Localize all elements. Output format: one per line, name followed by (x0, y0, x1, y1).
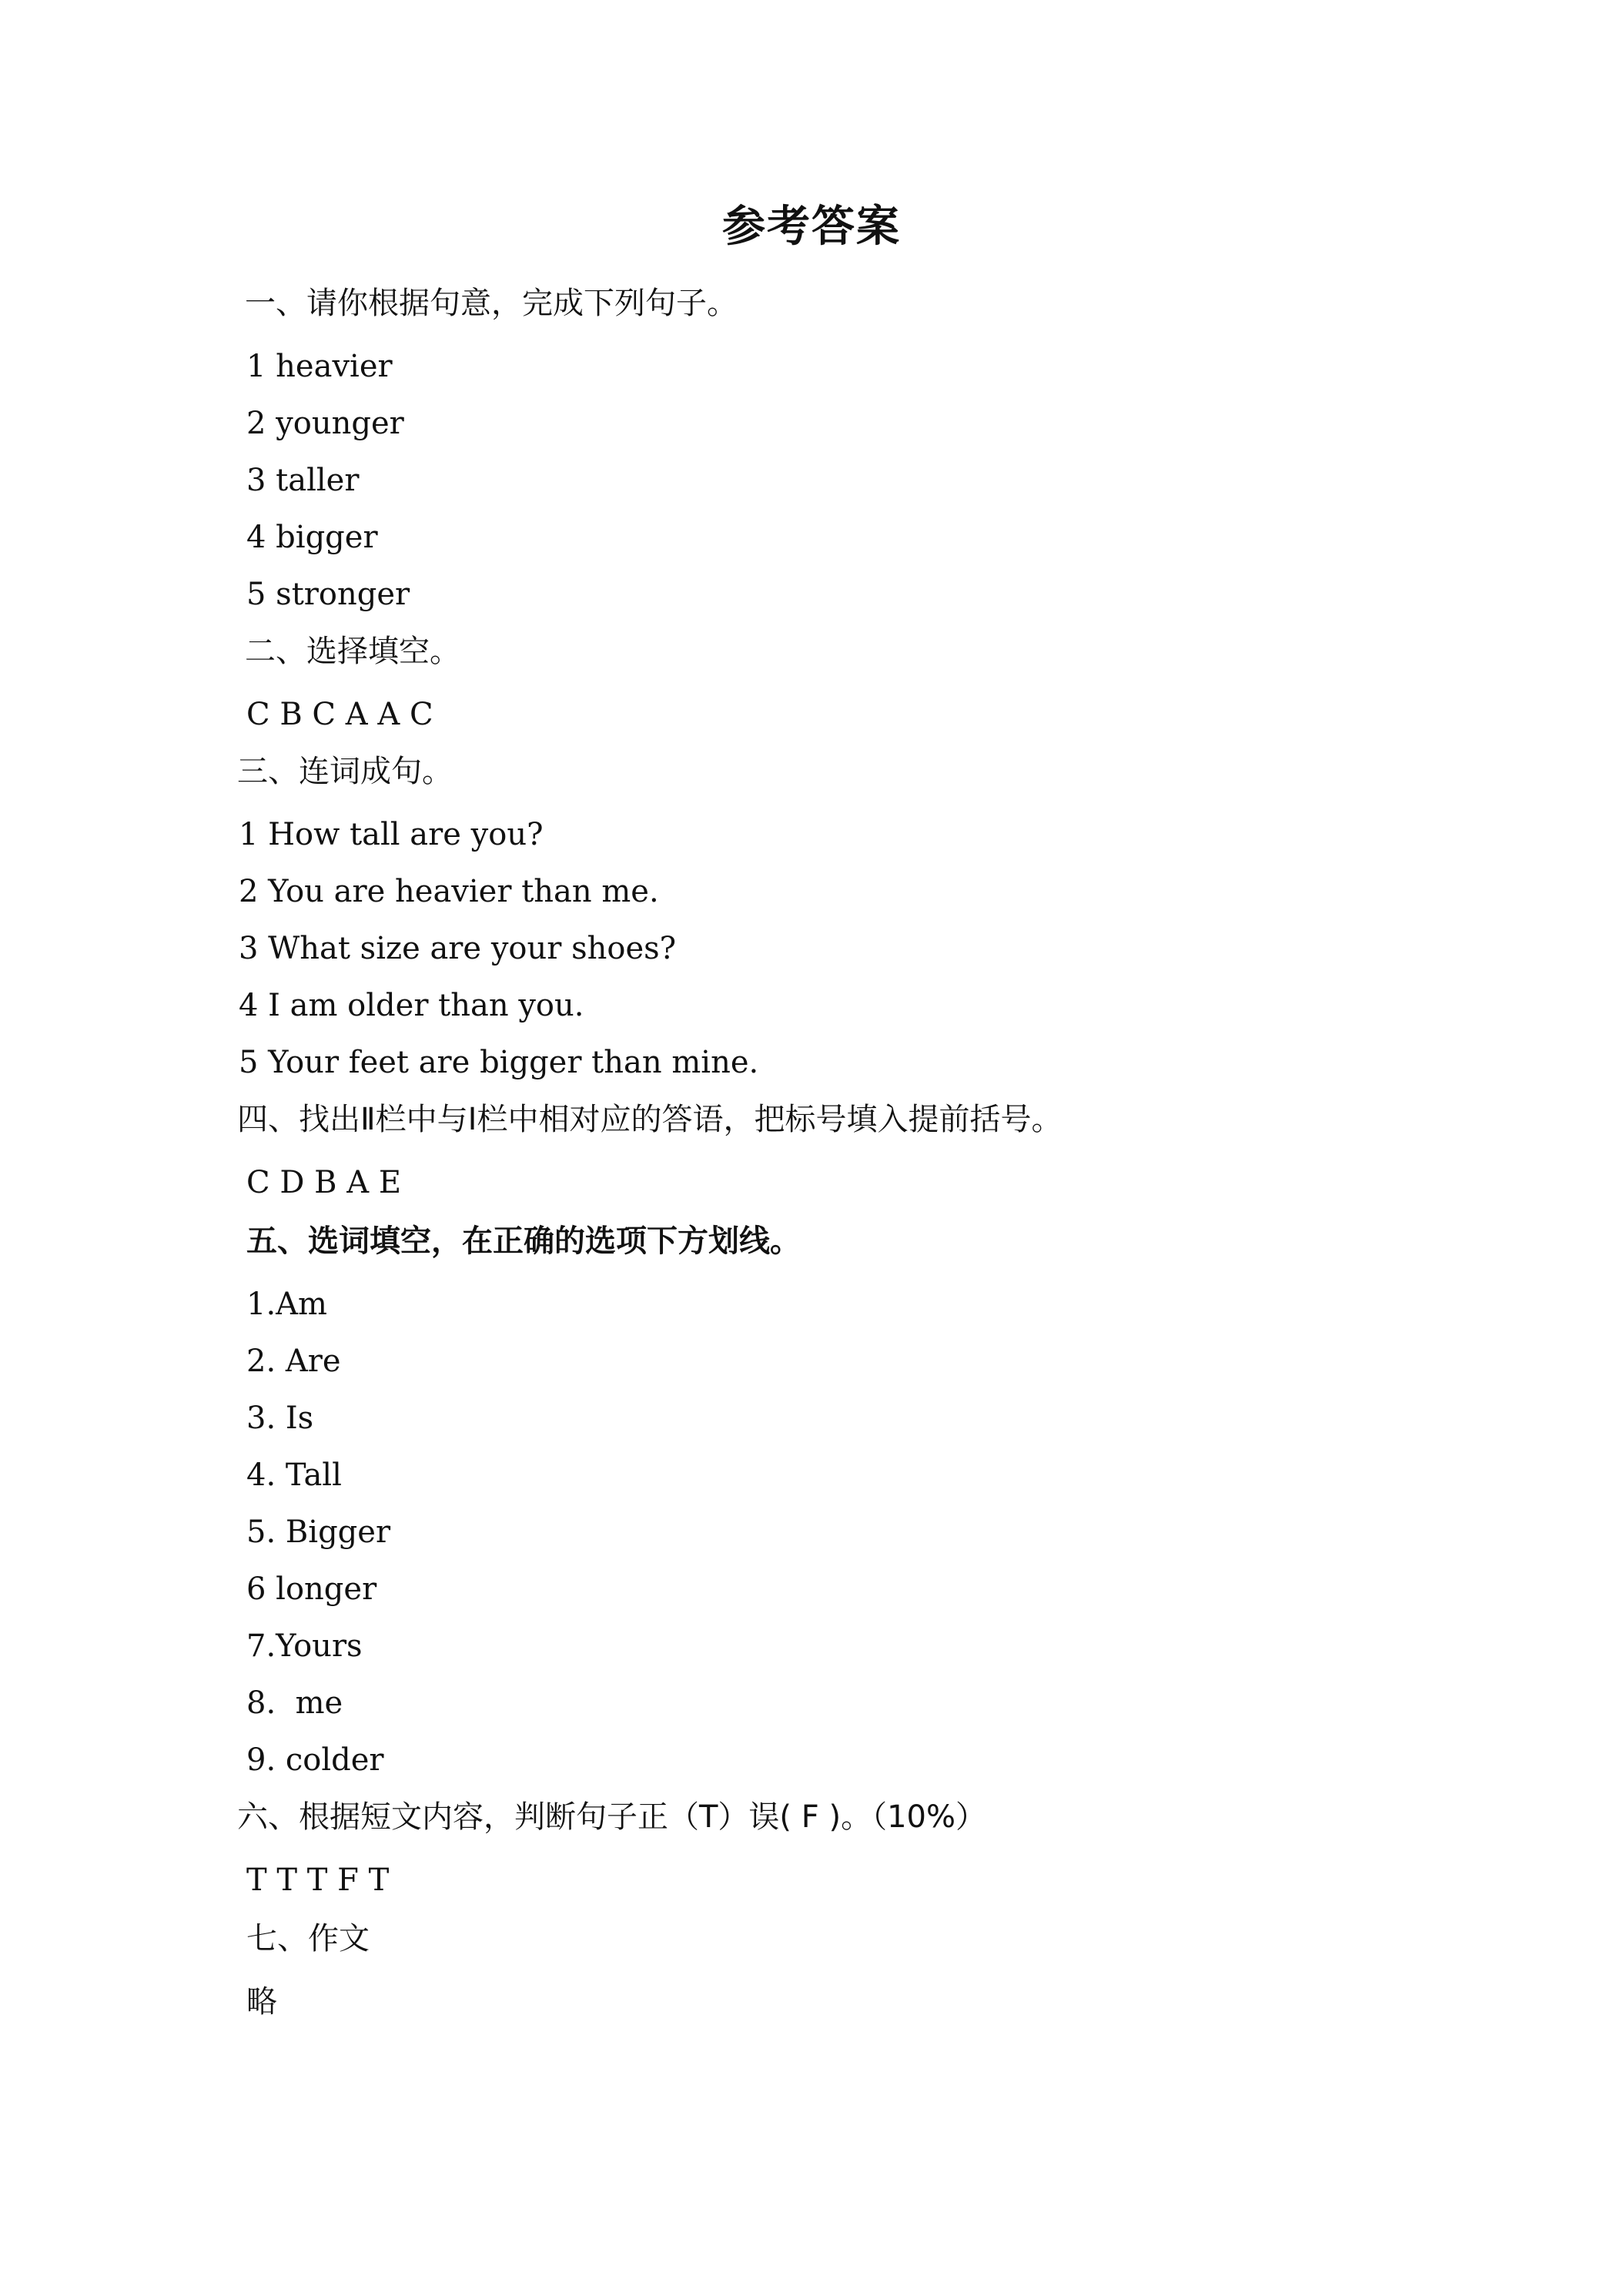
section-3-answer-2: 2 You are heavier than me. (239, 874, 659, 909)
section-1-answer-4: 4 bigger (246, 520, 378, 555)
section-3-answer-5: 5 Your feet are bigger than mine. (239, 1045, 759, 1080)
section-7-heading: 七、作文 (246, 1921, 370, 1956)
section-5-answer-4: 4. Tall (246, 1458, 342, 1493)
section-1-answer-2: 2 younger (246, 406, 404, 441)
section-3-answer-1: 1 How tall are you? (239, 817, 544, 852)
section-5-answer-8: 8. me (246, 1685, 343, 1721)
section-5-answer-1: 1.Am (246, 1287, 327, 1322)
section-6-heading: 六、根据短文内容，判断句子正（T）误( F )。（10%） (237, 1799, 986, 1835)
section-3-heading: 三、连词成句。 (237, 754, 453, 789)
section-3-answer-4: 4 I am older than you. (239, 988, 584, 1023)
section-2-answer: C B C A A C (246, 697, 433, 732)
section-1-heading: 一、请你根据句意，完成下列句子。 (245, 286, 738, 321)
section-5-answer-5: 5. Bigger (246, 1514, 391, 1550)
section-5-answer-3: 3. Is (246, 1401, 314, 1436)
section-1-answer-1: 1 heavier (246, 349, 393, 384)
section-4-heading: 四、找出Ⅱ栏中与Ⅰ栏中相对应的答语，把标号填入提前括号。 (237, 1102, 1062, 1137)
section-2-heading: 二、选择填空。 (245, 634, 460, 669)
section-1-answer-5: 5 stronger (246, 577, 410, 612)
section-7-answer: 略 (246, 1984, 277, 2020)
section-4-answer: C D B A E (246, 1165, 402, 1200)
section-5-answer-2: 2. Are (246, 1344, 341, 1379)
section-6-answer: T T T F T (246, 1863, 390, 1898)
section-5-answer-9: 9. colder (246, 1742, 384, 1778)
section-1-answer-3: 3 taller (246, 463, 360, 498)
section-5-heading: 五、选词填空，在正确的选项下方划线。 (246, 1223, 801, 1259)
page-title: 参考答案 (722, 202, 901, 252)
section-5-answer-7: 7.Yours (246, 1628, 363, 1664)
section-3-answer-3: 3 What size are your shoes? (239, 931, 677, 966)
section-5-answer-6: 6 longer (246, 1571, 377, 1607)
